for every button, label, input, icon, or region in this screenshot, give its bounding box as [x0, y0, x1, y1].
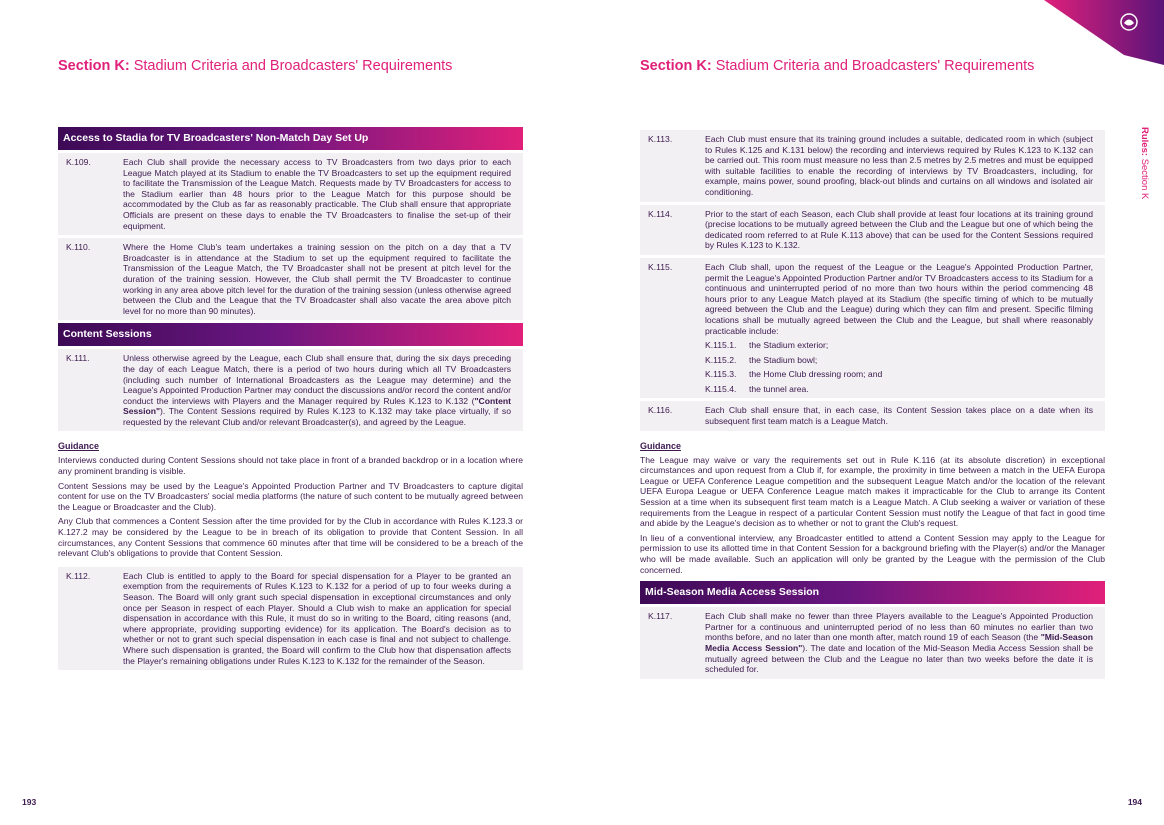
rule-k115: K.115. Each Club shall, upon the request of the League or the League's Appointed Production Partner, permit the League's Appointed Production Partner and/or TV Broadcasters access to its Stadium for a continuous and uninterrupted period of no more than two hours within the period commencing 48 hours prior to any League Match played at its Stadium (the specific timing of which to be mutually agreed between the Club and the League) during which they can film and present. Specific filming locations shall be mutually agreed between the Club and the League, but shall where reasonably practicable include: K.115.1. the Stadium exterior; K.115.2. the Stadium bowl; K.115.3. the Home Club dressing room; and K.115.4. the tunnel area.	[640, 258, 1105, 399]
left-column	[58, 127, 523, 670]
right-column	[640, 127, 1105, 679]
guidance-paragraph: Interviews conducted during Content Sessions should not take place in front of a branded backdrop or in a location where any prominent branding is visible.	[58, 455, 523, 477]
rule-k111: K.111. Unless otherwise agreed by the League, each Club shall ensure that, during the six days preceding the day of each League Match, there is a period of two hours during which all TV Broadcasters (including such number of International Broadcasters as the League may determine) and the League's Appointed Production Partner may conduct the discussions and/or record the content and/or conduct the interviews with Players and the Manager required by Rules K.123 to K.132 ("Content Session"). The Content Sessions required by Rules K.123 to K.132 may take place virtually, if so requested by the relevant Club and/or relevant Broadcaster(s), and agreed by the League.	[58, 349, 523, 431]
page-number: 194	[1127, 797, 1142, 807]
rule-k109: K.109. Each Club shall provide the necessary access to TV Broadcasters from two days prior to each League Match played at its Stadium to enable the TV Broadcasters to set up the equipment required to facilitate the Transmission of the League Match. Requests made by TV Broadcasters for access to the Stadium earlier than 48 hours prior to the League Match for this purpose should be accommodated by the Club as far as reasonably practicable. The Club shall ensure that appropriate Officials are present on these days to enable the TV Broadcasters to finalise the set-up of their equipment.	[58, 153, 523, 235]
section-bar: Mid-Season Media Access Session	[640, 581, 1105, 604]
sub-item: K.115.2. the Stadium bowl;	[705, 354, 818, 365]
corner-brand-graphic	[974, 0, 1164, 65]
right-page	[582, 0, 1164, 825]
rule-k114: K.114. Prior to the start of each Season, each Club shall provide at least four locations at its training ground (precise locations to be mutually agreed between the Club and the League but one of which being the dedicated room referred to at Rule K.113 above) that can be used for the Content Sessions required by Rules K.123 to K.132.	[640, 205, 1105, 255]
rule-k113: K.113. Each Club must ensure that its training ground includes a suitable, dedicated room in which (subject to Rules K.125 and K.131 below) the recording and interviews required by Rules K.123 to K.132 can be carried out. This room must measure no less than 2.5 metres by 2.5 metres and must be equipped with suitable facilities to enable the recording of interviews by TV Broadcasters, including, for example, mains power, sound proofing, black-out blinds and curtains on all windows and isolated air conditioning.	[640, 130, 1105, 202]
guidance-paragraph: Content Sessions may be used by the League's Appointed Production Partner and TV Broadcasters to capture digital content for use on the TV Broadcasters' social media platforms (the nature of such content to be mutually agreed between the League or Broadcaster and the Club).	[58, 480, 523, 512]
rule-k110: K.110. Where the Home Club's team undertakes a training session on the pitch on a day that a TV Broadcaster is in attendance at the Stadium to set up the equipment required to facilitate the Transmission of the League Match, the TV Broadcaster shall not be present at pitch level for the duration of the training session. However, the Club shall permit the TV Broadcaster to continue working in any area above pitch level for the duration of the training session (unless otherwise agreed between the Club and the League that the TV Broadcaster shall also vacate the area above pitch level for no more than 90 minutes).	[58, 238, 523, 320]
sub-item: K.115.1. the Stadium exterior;	[705, 340, 829, 351]
page-title: Section K: Stadium Criteria and Broadcasters' Requirements	[58, 58, 453, 74]
sub-item: K.115.3. the Home Club dressing room; and	[705, 369, 883, 380]
vertical-section-label: Rules: Section K	[1139, 127, 1150, 200]
section-bar: Content Sessions	[58, 323, 523, 346]
guidance-heading: Guidance	[58, 441, 100, 452]
page-number: 193	[22, 797, 37, 807]
rule-k112: K.112. Each Club is entitled to apply to the Board for special dispensation for a Player to be granted an exemption from the requirements of Rules K.123 to K.132 for a period of up to four weeks during a Season. The Board will only grant such special dispensation in exceptional circumstances and only once per Season in respect of each Player. Should a Club wish to make an application for special dispensation in accordance with this Rule, it must do so in writing to the Board, citing reasons (and, where appropriate, providing supporting evidence) for its application. The Board's decision as to whether or not to grant such special dispensation in each case is final and not subject to challenge. Where such dispensation is granted, the Board will confirm to the Club how that dispensation affects the Player's remaining obligations under Rules K.123 to K.132 for the remainder of the Season.	[58, 567, 523, 670]
sub-item: K.115.4. the tunnel area.	[705, 383, 809, 394]
rule-k117: K.117. Each Club shall make no fewer than three Players available to the League's Appointed Production Partner for a continuous and uninterrupted period of no less than 60 minutes no earlier than two months before, and no later than one month after, match round 19 of each Season (the "Mid-Season Media Access Session"). The date and location of the Mid-Season Media Access Session shall be mutually agreed between the Club and the League no later than two weeks before the date it is scheduled for.	[640, 607, 1105, 679]
rule-k116: K.116. Each Club shall ensure that, in each case, its Content Session takes place on a date when its subsequent first team match is a League Match.	[640, 401, 1105, 430]
guidance-paragraph: In lieu of a conventional interview, any Broadcaster entitled to attend a Content Session may apply to the League for permission to use its allotted time in that Content Session for a background briefing with the Player(s) and/or the Manager who will be made available. Such an application will only be granted by the League with the permission of the Club concerned.	[640, 532, 1105, 575]
guidance-paragraph: Any Club that commences a Content Session after the time provided for by the Club in accordance with Rules K.123.3 or K.127.2 may be considered by the League to be in breach of its obligation to provide that Content Session. In all circumstances, any Content Sessions that commence 60 minutes after that time will be considered to be a breach of the relevant Club's obligations to provide that Content Session.	[58, 516, 523, 559]
guidance-heading: Guidance	[640, 440, 682, 451]
guidance-paragraph: The League may waive or vary the requirements set out in Rule K.116 (at its absolute discretion) in exceptional circumstances and upon request from a Club if, for example, the proximity in time between a match in the UEFA Europa League or UEFA Conference League competition and the subsequent League Match and/or the location of the relevant UEFA Europa League or UEFA Conference League match makes it impracticable for the Club to arrange its Content Session at a time when its subsequent first team match is a League Match. A Club seeking a waiver or variation of these requirements from the League in respect of a particular Content Session must notify the League of that fact in good time and abide by the League's decision as to whether or not to grant the Club's request.	[640, 454, 1105, 529]
page-title: Section K: Stadium Criteria and Broadcasters' Requirements	[640, 58, 1035, 74]
section-bar: Access to Stadia for TV Broadcasters' Non-Match Day Set Up	[58, 127, 523, 150]
